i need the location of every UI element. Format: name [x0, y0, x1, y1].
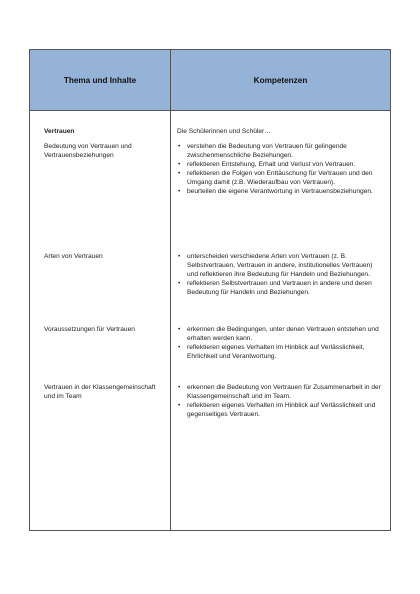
list-item: • erkennen die Bedeutung von Vertrauen für Zusammenarbeit in der Klassengemeinschaft und im Team. [178, 384, 381, 400]
header-competence-cell [171, 50, 390, 110]
competence-intro: Die Schülerinnen und Schüler… [177, 128, 271, 135]
competence-list [177, 252, 382, 297]
bullet-icon: • [178, 188, 181, 195]
topic-subheading: Bedeutung von Vertrauen und Vertrauensbeziehungen [44, 143, 132, 159]
bullet-icon: • [178, 326, 181, 333]
bullet-icon: • [178, 161, 181, 168]
header-topic-cell [30, 50, 170, 110]
bullet-icon: • [178, 170, 181, 177]
list-item: • reflektieren Selbstvertrauen und Vertrauen in andere und deren Bedeutung für Handeln und Beziehungen. [178, 280, 372, 296]
list-item: • reflektieren die Folgen von Enttäuschung für Vertrauen und den Umgang damit (z.B. Wiederaufbau von Vertrauen). [178, 170, 373, 186]
topic-cell-klassengemeinschaft [44, 383, 166, 401]
list-item: • unterscheiden verschiedene Arten von Vertrauen (z. B. Selbstvertrauen, Vertrauen in andere, institutionelles Vertrauen) und reflektieren ihre Bedeutung für Handeln und Beziehungen. [178, 253, 373, 278]
list-item: • verstehen die Bedeutung von Vertrauen für gelingende zwischenmenschliche Beziehungen. [178, 143, 347, 159]
competence-list [177, 383, 382, 419]
curriculum-table [29, 49, 391, 531]
bullet-icon: • [178, 143, 181, 150]
bullet-icon: • [178, 384, 181, 391]
topic-label: Voraussetzungen für Vertrauen [44, 326, 135, 333]
competence-cell-vertrauen [177, 127, 382, 196]
topic-heading: Vertrauen [44, 128, 75, 135]
topic-label: Arten von Vertrauen [44, 253, 103, 260]
topic-cell-voraussetzungen [44, 325, 166, 334]
header-competence-label: Kompetenzen [253, 75, 308, 85]
list-item: • beurteilen die eigene Verantwortung in Vertrauensbeziehungen. [178, 188, 373, 195]
list-item: • reflektieren eigenes Verhalten im Hinblick auf Verlässlichkeit und gegenseitiges Vertrauen. [178, 402, 376, 418]
bullet-icon: • [178, 253, 181, 260]
bullet-icon: • [178, 280, 181, 287]
competence-cell-voraussetzungen [177, 325, 382, 361]
competence-cell-arten [177, 252, 382, 297]
topic-cell-arten [44, 252, 166, 261]
bullet-icon: • [178, 402, 181, 409]
topic-label: Vertrauen in der Klassengemeinschaft und im Team [44, 384, 156, 400]
topic-cell-vertrauen [44, 127, 166, 160]
header-topic-label: Thema und Inhalte [63, 75, 137, 85]
list-item: • erkennen die Bedingungen, unter denen Vertrauen entstehen und erhalten werden kann. [178, 326, 379, 342]
column-divider [170, 50, 171, 530]
competence-list [177, 325, 382, 361]
list-item: • reflektieren Entstehung, Erhalt und Verlust von Vertrauen. [178, 161, 356, 168]
competence-list [177, 142, 382, 196]
bullet-icon: • [178, 344, 181, 351]
competence-cell-klassengemeinschaft [177, 383, 382, 419]
list-item: • reflektieren eigenes Verhalten im Hinblick auf Verlässlichkeit, Ehrlichkeit und Verantwortung. [178, 344, 365, 360]
